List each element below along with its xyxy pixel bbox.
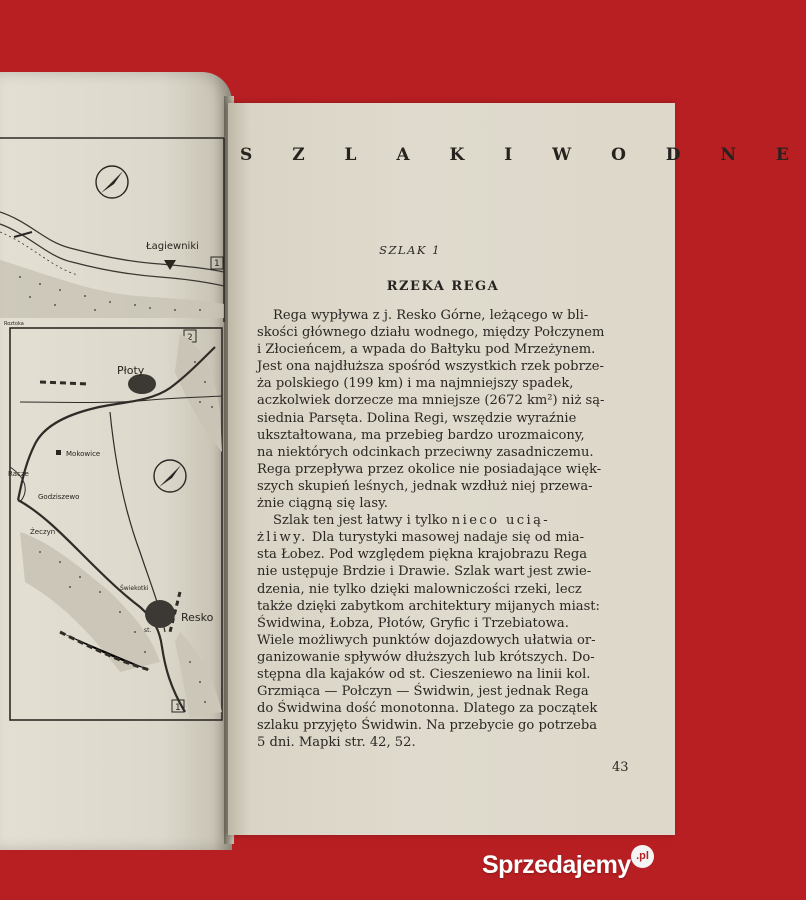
map-caption: Roztoka (4, 321, 24, 327)
paragraph-2-line: do Świdwina dość monotonna. Dlatego za początek (257, 701, 598, 717)
paragraph-1-line: i Złocieńcem, a wpada do Bałtyku pod Mrzeżynem. (257, 342, 596, 358)
section-title: RZEKA REGA (386, 279, 500, 294)
paragraph-2-line: Świdwina, Łobza, Płotów, Gryfic i Trzebiatowa. (257, 615, 569, 631)
place-resko: Resko (181, 611, 214, 624)
paragraph-2-line: dzenia, nie tylko dzięki malowniczości rzeki, lecz (257, 581, 582, 597)
paragraph-2-line: ganizowanie spływów dłuższych lub krótszych. Do- (257, 649, 595, 665)
sheet-number-1-bottom: 1 (175, 703, 181, 713)
place-swiekatki: Świekotki (120, 585, 149, 592)
paragraph-2-spaced-a: nieco ucią- (451, 513, 551, 529)
paragraph-2-line: szlaku przyjęto Świdwin. Na przebycie go potrzeba (257, 718, 598, 734)
place-mokowice: Mokowice (66, 450, 101, 458)
paragraph-1-line: żnie ciągną się lasy. (257, 496, 388, 512)
place-ploty: Płoty (117, 364, 145, 377)
place-station: st. (144, 627, 152, 634)
article-body (257, 307, 627, 751)
paragraph-2-line: sta Łobez. Pod względem piękna krajobrazu Rega (257, 547, 588, 563)
place-racze: Racze (8, 470, 29, 478)
trail-map (0, 72, 232, 732)
chapter-title: S Z L A K I W O D N E (240, 145, 806, 165)
place-zeczyn: Żeczyn (30, 528, 56, 536)
paragraph-2-lead: Szlak ten jest łatwy i tylko (273, 513, 448, 529)
paragraph-1-line: aczkolwiek dorzecze ma mniejsze (2672 km²) niż są- (257, 393, 605, 409)
paragraph-2-line: 5 dni. Mapki str. 42, 52. (257, 735, 416, 751)
paragraph-2-second-line (257, 529, 627, 546)
lower-map (4, 321, 222, 720)
paragraph-1-line: skości głównego działu wodnego, między Połczynem (257, 325, 605, 341)
page-number: 43 (612, 760, 629, 775)
paragraph-1-line: szych skupień leśnych, jednak wzdłuż niej przewa- (257, 478, 593, 494)
paragraph-2-spaced-b: żliwy. (257, 530, 308, 546)
paragraph-2-line: Grzmiąca — Połczyn — Świdwin, jest jednak Rega (257, 684, 589, 700)
sheet-number-1-top: 1 (214, 259, 220, 269)
paragraph-2-line: Wiele możliwych punktów dojazdowych ułatwia or- (257, 632, 596, 648)
paragraph-1-line: Rega przepływa przez okolice nie posiadające więk- (257, 461, 602, 477)
paragraph-1-line: na niektórych odcinkach przeciwny zasadniczemu. (257, 444, 594, 460)
paragraph-1-line: Jest ona najdłuższa spośród wszystkich rzek pobrze- (257, 359, 604, 375)
town-resko (145, 600, 175, 628)
watermark-suffix: .pl (631, 845, 654, 868)
paragraph-2-first-rest: Dla turystyki masowej nadaje się od mia- (311, 530, 585, 546)
sheet-number-2: 2 (187, 333, 193, 343)
watermark-brand: Sprzedajemy (482, 851, 631, 879)
paragraph-1-line: Rega wypływa z j. Resko Górne, leżącego w bli- (273, 308, 589, 323)
paragraph-2-first-line (257, 512, 627, 529)
paragraph-2-line: nie ustępuje Brdzie i Drawie. Szlak wart jest zwie- (257, 564, 592, 580)
trail-number: SZLAK 1 (379, 243, 441, 257)
paragraph-2-line: stępna dla kajaków od st. Cieszeniewo na linii kol. (257, 666, 591, 682)
upper-map (0, 138, 224, 322)
paragraph-2-line: także dzięki zabytkom architektury mijanych miast: (257, 598, 600, 614)
place-logiewniki: Łagiewniki (146, 241, 199, 252)
town-ploty (128, 374, 156, 394)
paragraph-1-line: ukształtowana, ma przebieg bardzo urozmaicony, (257, 427, 585, 443)
paragraph-1-line: siednia Parsęta. Dolina Regi, wszędzie wyraźnie (257, 410, 577, 426)
paragraph-1-line: ża polskiego (199 km) i ma najmniejszy spadek, (257, 376, 574, 392)
place-godziszewo: Godziszewo (38, 493, 80, 501)
